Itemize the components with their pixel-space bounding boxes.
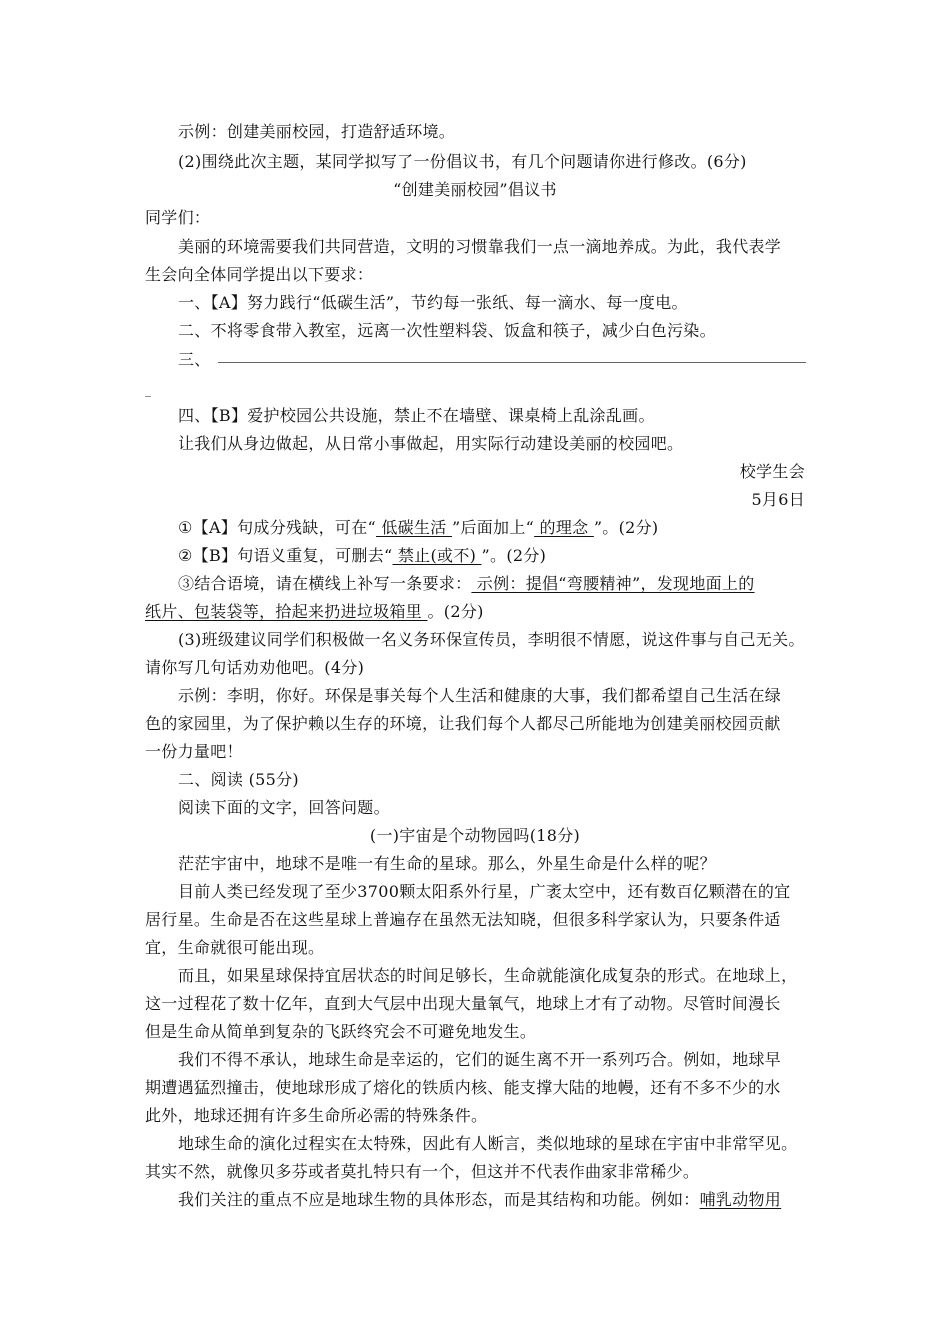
article-paragraph-cont: 这一过程花了数十亿年，直到大气层中出现大量氧气，地球上才有了动物。尽管时间漫长 [145,994,781,1013]
question-2-prompt: (2)围绕此次主题，某同学拟写了一份倡议书，有几个问题请你进行修改。(6分) [178,152,747,171]
answer-c-cont [145,602,484,622]
article-paragraph-cont: 宜，生命就很可能出现。 [145,938,325,957]
answer-a-suffix: ”。(2分) [593,518,659,537]
answer-a-fill-2: 的理念 [534,518,594,537]
answer-a-prefix: ①【A】句成分残缺，可在“ [178,518,376,537]
answer-c-prefix: ③结合语境，请在横线上补写一条要求： [178,574,472,593]
example-answer: 示例：李明，你好。环保是事关每个人生活和健康的大事，我们都希望自己生活在绿 [178,686,782,705]
article-paragraph: 地球生命的演化过程实在太特殊，因此有人断言，类似地球的星球在宇宙中非常罕见。 [178,1134,798,1153]
article-paragraph [178,1190,781,1210]
underlined-phrase: 哺乳动物用 [699,1190,782,1209]
article-paragraph-cont: 但是生命从简单到复杂的飞跃终究会不可避免地发生。 [145,1022,537,1041]
answer-blank-line [218,362,806,363]
requirement-4: 四、【B】爱护校园公共设施，禁止不在墙壁、课桌椅上乱涂乱画。 [178,406,655,425]
date: 5月6日 [751,490,805,509]
answer-b [178,546,546,566]
article-paragraph: 目前人类已经发现了至少3700颗太阳系外行星，广袤太空中，还有数百亿颗潜在的宜 [178,882,791,901]
signature: 校学生会 [739,462,805,481]
requirement-3-label: 三、 [178,350,211,369]
article-paragraph-cont: 其实不然，就像贝多芬或者莫扎特只有一个，但这并不代表作曲家非常稀少。 [145,1162,700,1181]
answer-c [178,574,755,594]
answer-b-fill: 禁止(或不) [392,546,482,565]
section-heading: 二、阅读 (55分) [178,770,299,789]
example-answer-end: 一份力量吧！ [145,742,243,761]
article-paragraph: 茫茫宇宙中，地球不是唯一有生命的星球。那么，外星生命是什么样的呢？ [178,854,716,873]
answer-c-fill-cont: 纸片、包装袋等，拾起来扔进垃圾箱里 [145,602,428,621]
answer-a [178,518,658,538]
answer-a-fill-1: 低碳生活 [375,518,452,537]
proposal-title: “创建美丽校园”倡议书 [393,180,557,199]
answer-b-suffix: ”。(2分) [481,546,547,565]
answer-a-mid: ”后面加上“ [451,518,535,537]
answer-c-suffix: 。(2分) [427,602,484,621]
requirement-2: 二、不将零食带入教室，远离一次性塑料袋、饭盒和筷子，减少白色污染。 [178,321,716,340]
article-paragraph-cont: 此外，地球还拥有许多生命所必需的特殊条件。 [145,1106,488,1125]
article-paragraph: 而且，如果星球保持宜居状态的时间足够长，生命就能演化成复杂的形式。在地球上， [178,966,798,985]
article-title: (一)宇宙是个动物园吗(18分) [369,826,581,845]
requirement-1: 一、【A】努力践行“低碳生活”，节约每一张纸、每一滴水、每一度电。 [178,293,688,312]
example-line: 示例：创建美丽校园，打造舒适环境。 [178,122,456,141]
article-paragraph: 我们不得不承认，地球生命是幸运的，它们的诞生离不开一系列巧合。例如，地球早 [178,1050,782,1069]
article-text: 我们关注的重点不应是地球生物的具体形态，而是其结构和功能。例如： [178,1190,700,1209]
instruction: 阅读下面的文字，回答问题。 [178,798,390,817]
article-paragraph-cont: 期遭遇猛烈撞击，使地球形成了熔化的铁质内核、能支撑大陆的地幔，还有不多不少的水 [145,1078,781,1097]
continuation-mark: _ [145,383,151,397]
closing-line: 让我们从身边做起，从日常小事做起，用实际行动建设美丽的校园吧。 [178,434,684,453]
salutation: 同学们： [145,208,211,227]
answer-b-prefix: ②【B】句语义重复，可删去“ [178,546,393,565]
paragraph-line: 生会向全体同学提出以下要求： [145,265,374,284]
example-answer-cont: 色的家园里，为了保护赖以生存的环境，让我们每个人都尽己所能地为创建美丽校园贡献 [145,714,781,733]
question-3-prompt: (3)班级建议同学们积极做一名义务环保宣传员，李明很不情愿，说这件事与自己无关。 [178,630,805,649]
question-3-prompt-cont: 请你写几句话劝劝他吧。(4分) [145,658,365,677]
paragraph-line: 美丽的环境需要我们共同营造，文明的习惯靠我们一点一滴地养成。为此，我代表学 [178,237,782,256]
article-paragraph-cont: 居行星。生命是否在这些星球上普遍存在虽然无法知晓，但很多科学家认为，只要条件适 [145,910,781,929]
answer-c-fill: 示例：提倡“弯腰精神”，发现地面上的 [471,574,755,593]
